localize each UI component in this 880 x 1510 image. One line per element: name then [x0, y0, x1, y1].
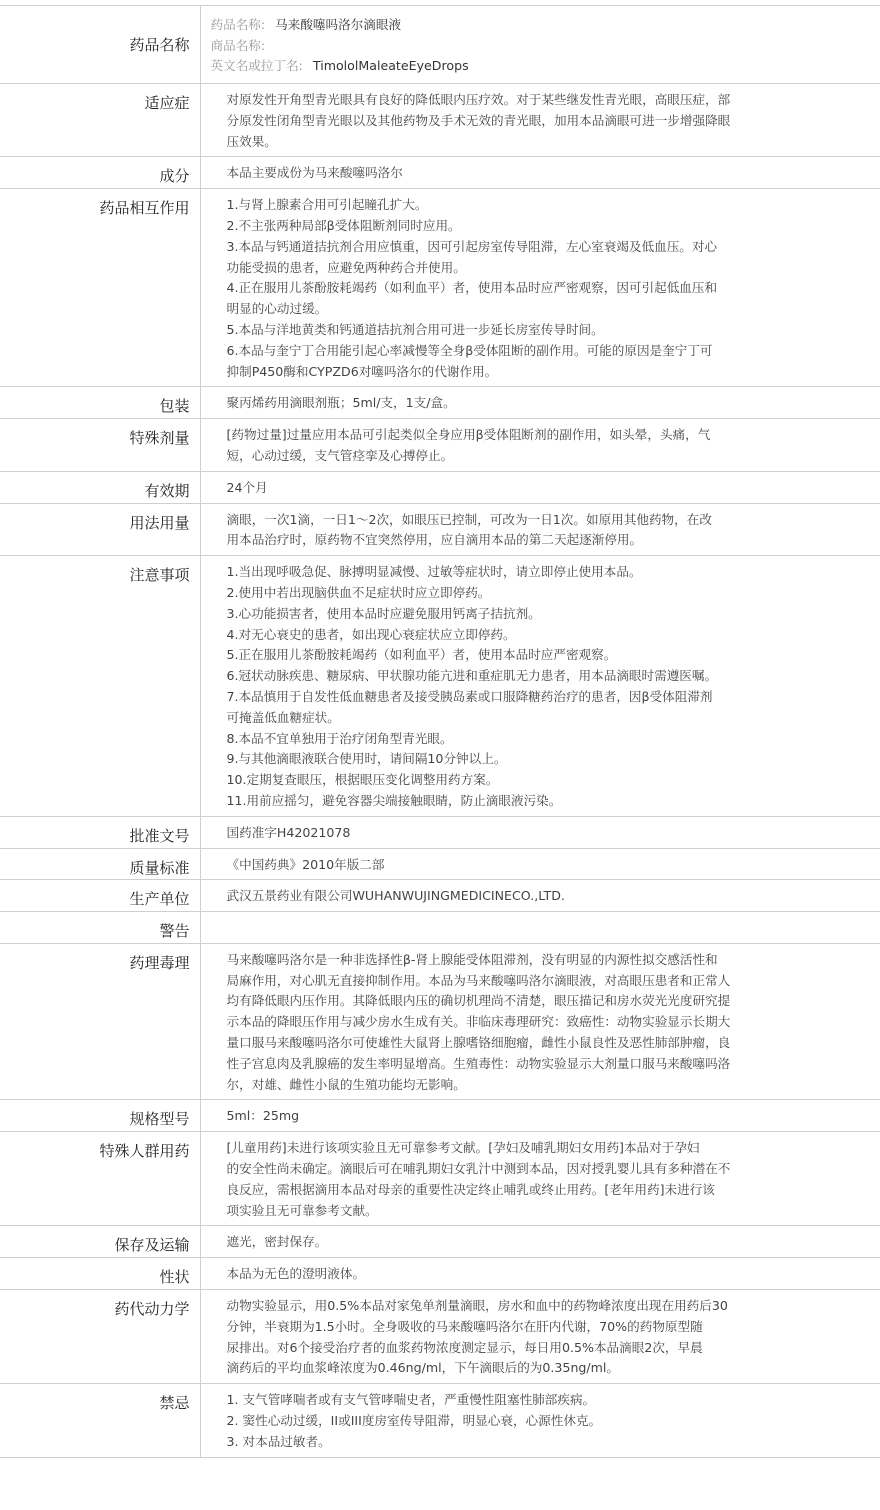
value-line: 1.与肾上腺素合用可引起瞳孔扩大。 [226, 197, 428, 213]
row-label: 注意事项 [0, 556, 200, 817]
value-line: 性子宫息肉及乳腺癌的发生率明显增高。生殖毒性：动物实验显示大剂量口服马来酸噻吗洛 [226, 1055, 731, 1071]
value-line: 武汉五景药业有限公司WUHANWUJINGMEDICINECO.,LTD. [226, 888, 565, 904]
value-line: 良反应，需根据滴用本品对母亲的重要性决定终止哺乳或终止用药。[老年用药]未进行该 [226, 1181, 715, 1197]
value-line: 聚丙烯药用滴眼剂瓶；5ml/支，1支/盒。 [226, 395, 456, 411]
spec-row [0, 912, 880, 944]
value-line: 分原发性闭角型青光眼以及其他药物及手术无效的青光眼，加用本品滴眼可进一步增强降眼 [226, 112, 731, 128]
row-label: 药品名称 [0, 6, 200, 84]
trade-name-key: 商品名称: [210, 37, 266, 53]
row-value [200, 880, 880, 912]
spec-row [0, 471, 880, 503]
row-value [200, 419, 880, 472]
value-line: 3.本品与钙通道拮抗剂合用应慎重，因可引起房室传导阻滞，左心室衰竭及低血压。对心 [226, 238, 718, 254]
spec-row [0, 880, 880, 912]
value-line: 3. 对本品过敏者。 [226, 1433, 331, 1449]
row-value [200, 189, 880, 387]
value-line: 均有降低眼内压作用。其降低眼内压的确切机理尚不清楚，眼压描记和房水荧光光度研究提 [226, 993, 731, 1009]
value-line: 5ml：25mg [226, 1108, 300, 1124]
value-line: 1.当出现呼吸急促、脉搏明显减慢、过敏等症状时，请立即停止使用本品。 [226, 564, 642, 580]
spec-row [0, 1290, 880, 1384]
value-line: 4.正在服用儿茶酚胺耗竭药（如利血平）者，使用本品时应严密观察，因可引起低血压和 [226, 280, 718, 296]
spec-row [0, 816, 880, 848]
value-line: 2.使用中若出现脑供血不足症状时应立即停药。 [226, 584, 491, 600]
value-line: 示本品的降眼压作用与减少房水生成有关。非临床毒理研究：致癌性：动物实验显示长期大 [226, 1014, 731, 1030]
row-value [200, 1290, 880, 1384]
value-line: 量口服马来酸噻吗洛尔可使雄性大鼠肾上腺嗜铬细胞瘤，雌性小鼠良性及恶性肺部肿瘤，良 [226, 1035, 731, 1051]
value-line: 8.本品不宜单独用于治疗闭角型青光眼。 [226, 730, 453, 746]
value-line: 《中国药典》2010年版二部 [226, 856, 385, 872]
english-name-line [211, 56, 880, 77]
row-value [200, 1132, 880, 1226]
row-value [200, 157, 880, 189]
value-line: 的安全性尚未确定。滴眼后可在哺乳期妇女乳汁中测到本品，因对授乳婴儿具有多种潜在不 [226, 1161, 731, 1177]
value-line: 6.本品与奎宁丁合用能引起心率减慢等全身β受体阻断的副作用。可能的原因是奎宁丁可 [226, 342, 713, 358]
row-label: 生产单位 [0, 880, 200, 912]
generic-name-line [211, 15, 880, 36]
row-label: 警告 [0, 912, 200, 944]
row-label: 用法用量 [0, 503, 200, 556]
value-line: 10.定期复查眼压，根据眼压变化调整用药方案。 [226, 772, 499, 788]
value-line: 功能受损的患者，应避免两种药合并使用。 [226, 259, 466, 275]
spec-row [0, 503, 880, 556]
row-label: 规格型号 [0, 1100, 200, 1132]
row-label: 特殊人群用药 [0, 1132, 200, 1226]
row-label: 禁忌 [0, 1384, 200, 1457]
english-name-value: TimololMaleateEyeDrops [312, 58, 469, 73]
spec-row [0, 556, 880, 817]
spec-row [0, 419, 880, 472]
value-line: 分钟，半衰期为1.5小时。全身吸收的马来酸噻吗洛尔在肝内代谢，70%的药物原型随 [226, 1318, 703, 1334]
row-label: 成分 [0, 157, 200, 189]
value-line: 本品为无色的澄明液体。 [226, 1266, 366, 1282]
value-line: 11.用前应摇匀，避免容器尖端接触眼睛，防止滴眼液污染。 [226, 792, 562, 808]
value-line: 1. 支气管哮喘者或有支气管哮喘史者，严重慢性阻塞性肺部疾病。 [226, 1392, 596, 1408]
value-line: [药物过量]过量应用本品可引起类似全身应用β受体阻断剂的副作用，如头晕，头痛，气 [226, 427, 711, 443]
row-value [200, 1100, 880, 1132]
value-line: 遮光，密封保存。 [226, 1234, 328, 1250]
value-line: 对原发性开角型青光眼具有良好的降低眼内压疗效。对于某些继发性青光眼，高眼压症，部 [226, 92, 731, 107]
value-line: 3.心功能损害者，使用本品时应避免服用钙离子拮抗剂。 [226, 605, 541, 621]
row-value [200, 912, 880, 944]
row-label: 性状 [0, 1258, 200, 1290]
row-value [200, 84, 880, 157]
drug-names-cell [200, 6, 880, 84]
spec-row [0, 1384, 880, 1457]
value-line: 动物实验显示，用0.5%本品对家兔单剂量滴眼，房水和血中的药物峰浓度出现在用药后30 [226, 1298, 728, 1314]
value-line: 2. 窦性心动过缓，II或III度房室传导阻滞，明显心衰，心源性休克。 [226, 1413, 602, 1429]
row-value [200, 848, 880, 880]
value-line: 24个月 [226, 479, 268, 495]
row-value [200, 471, 880, 503]
row-value [200, 1226, 880, 1258]
row-label: 包装 [0, 387, 200, 419]
spec-row [0, 157, 880, 189]
row-value [200, 1258, 880, 1290]
value-line: 压效果。 [226, 133, 277, 149]
value-line: 用本品治疗时，原药物不宜突然停用，应自滴用本品的第二天起逐渐停用。 [226, 532, 643, 548]
value-line: 5.正在服用儿茶酚胺耗竭药（如利血平）者，使用本品时应严密观察。 [226, 647, 617, 663]
value-line: 本品主要成份为马来酸噻吗洛尔 [226, 165, 403, 181]
value-line: 抑制P450酶和CYPZD6对噻吗洛尔的代谢作用。 [226, 363, 498, 379]
drug-spec-table [0, 5, 880, 1458]
generic-name-key: 药品名称: [210, 17, 266, 32]
value-line: 9.与其他滴眼液联合使用时，请间隔10分钟以上。 [226, 751, 507, 767]
row-value [200, 1384, 880, 1457]
spec-row [0, 943, 880, 1100]
row-label: 药理毒理 [0, 943, 200, 1100]
value-line: 马来酸噻吗洛尔是一种非选择性β-肾上腺能受体阻滞剂，没有明显的内源性拟交感活性和 [226, 951, 718, 967]
value-line: 5.本品与洋地黄类和钙通道拮抗剂合用可进一步延长房室传导时间。 [226, 321, 604, 337]
row-label: 有效期 [0, 471, 200, 503]
spec-row [0, 1100, 880, 1132]
value-line: 局麻作用，对心肌无直接抑制作用。本品为马来酸噻吗洛尔滴眼液，对高眼压患者和正常人 [226, 972, 731, 988]
row-value [200, 387, 880, 419]
row-label: 特殊剂量 [0, 419, 200, 472]
spec-row [0, 84, 880, 157]
spec-row [0, 1132, 880, 1226]
row-label: 药品相互作用 [0, 189, 200, 387]
spec-row [0, 1258, 880, 1290]
value-line: 滴眼，一次1滴，一日1～2次，如眼压已控制，可改为一日1次。如原用其他药物，在改 [226, 511, 712, 527]
value-line: 滴药后的平均血浆峰浓度为0.46ng/ml，下午滴眼后的为0.35ng/ml。 [226, 1360, 620, 1376]
value-line: 短，心动过缓，支气管痉挛及心搏停止。 [226, 447, 454, 463]
row-value [200, 943, 880, 1100]
row-value [200, 556, 880, 817]
generic-name-value: 马来酸噻吗洛尔滴眼液 [275, 17, 402, 32]
row-value [200, 816, 880, 848]
spec-row [0, 1226, 880, 1258]
value-line: 明显的心动过缓。 [226, 301, 328, 317]
row-label: 保存及运输 [0, 1226, 200, 1258]
row-value [200, 503, 880, 556]
trade-name-line [211, 36, 880, 57]
spec-row [0, 387, 880, 419]
value-line: 国药准字H42021078 [226, 824, 351, 840]
spec-row [0, 189, 880, 387]
value-line: 项实验且无可靠参考文献。 [226, 1202, 378, 1218]
value-line: 7.本品慎用于自发性低血糖患者及接受胰岛素或口服降糖药治疗的患者，因β受体阻滞剂 [226, 688, 713, 704]
spec-row [0, 848, 880, 880]
row-label: 药代动力学 [0, 1290, 200, 1384]
value-line: [儿童用药]未进行该项实验且无可靠参考文献。[孕妇及哺乳期妇女用药]本品对于孕妇 [226, 1140, 700, 1156]
row-drug-name [0, 6, 880, 84]
value-line: 4.对无心衰史的患者，如出现心衰症状应立即停药。 [226, 626, 516, 642]
value-line: 尔，对雄、雌性小鼠的生殖功能均无影响。 [226, 1076, 466, 1092]
value-line: 尿排出。对6个接受治疗者的血浆药物浓度测定显示，每日用0.5%本品滴眼2次，早晨 [226, 1339, 703, 1355]
value-line: 2.不主张两种局部β受体阻断剂同时应用。 [226, 217, 461, 233]
value-line [227, 918, 791, 939]
row-label: 质量标准 [0, 848, 200, 880]
row-label: 批准文号 [0, 816, 200, 848]
value-line: 6.冠状动脉疾患、糖尿病、甲状腺功能亢进和重症肌无力患者，用本品滴眼时需遵医嘱。 [226, 668, 718, 684]
english-name-key: 英文名或拉丁名: [210, 58, 303, 73]
row-label: 适应症 [0, 84, 200, 157]
value-line: 可掩盖低血糖症状。 [226, 709, 340, 725]
